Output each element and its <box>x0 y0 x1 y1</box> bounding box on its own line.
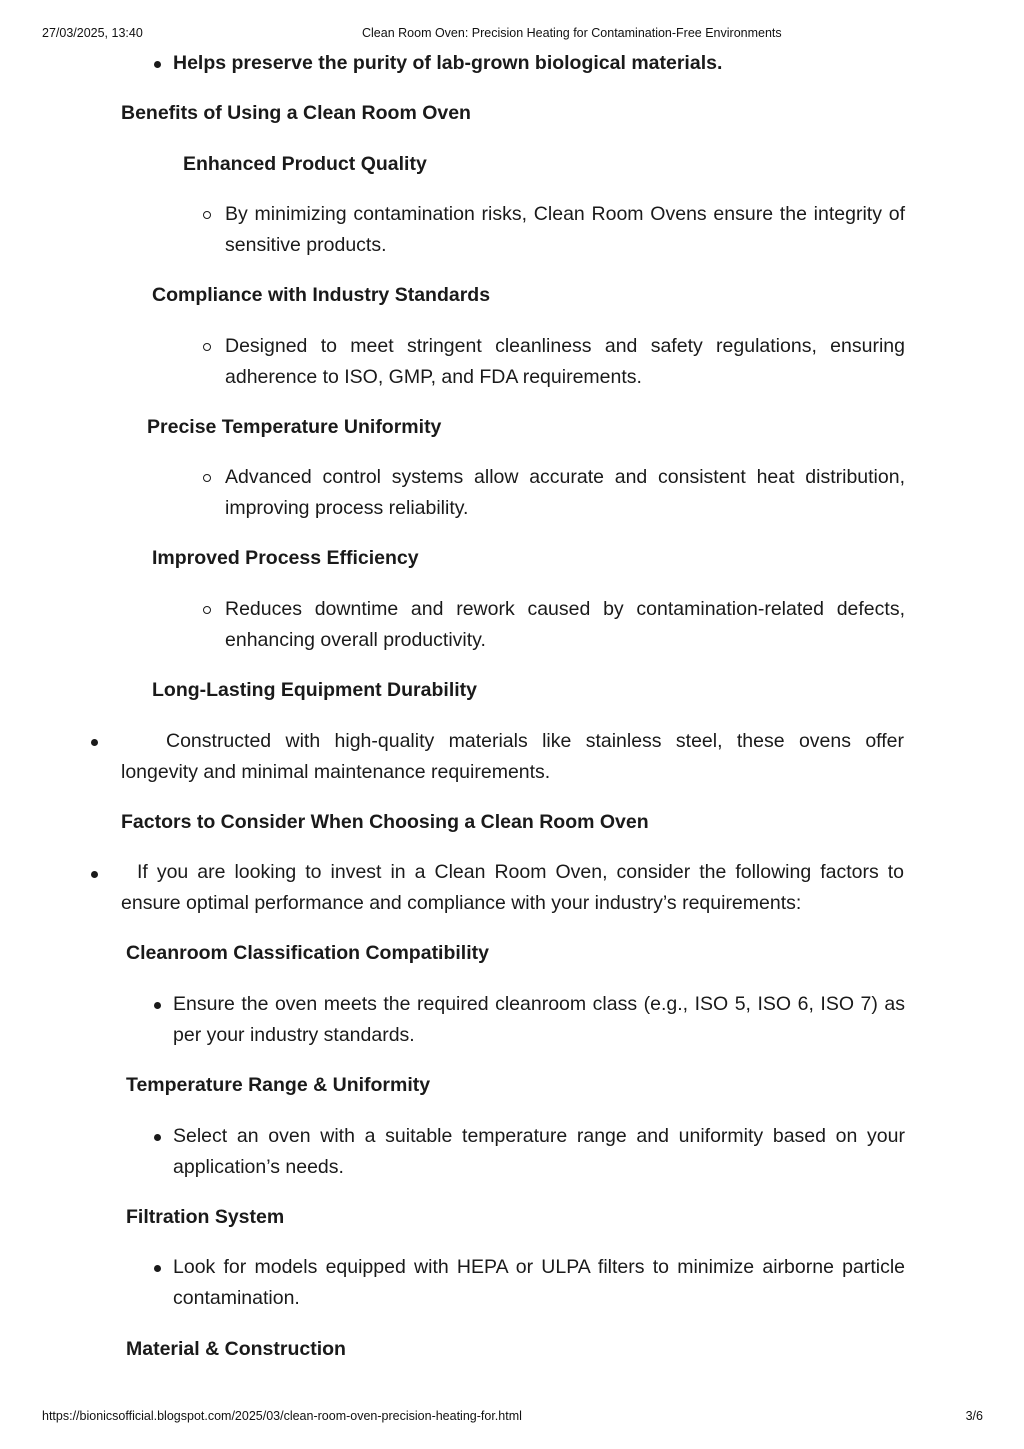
print-datetime: 27/03/2025, 13:40 <box>42 26 143 40</box>
print-footer <box>0 1409 1024 1427</box>
print-header <box>0 26 1024 44</box>
bullet-disc-icon <box>154 61 161 68</box>
print-page-title: Clean Room Oven: Precision Heating for Contamination-Free Environments <box>362 26 782 40</box>
page-number: 3/6 <box>965 1409 983 1423</box>
factor-text: Look for models equipped with HEPA or ULPA filters to minimize airborne particle contamination. <box>173 1252 905 1314</box>
factor-text: Select an oven with a suitable temperature range and uniformity based on your application’s needs. <box>173 1121 905 1183</box>
benefit-text: Advanced control systems allow accurate and consistent heat distribution, improving process reliability. <box>225 462 905 524</box>
benefit-text: Reduces downtime and rework caused by contamination-related defects, enhancing overall productivity. <box>225 594 905 656</box>
benefits-heading: Benefits of Using a Clean Room Oven <box>121 102 471 124</box>
factor-title: Material & Construction <box>126 1338 346 1360</box>
factor-text: Ensure the oven meets the required cleanroom class (e.g., ISO 5, ISO 6, ISO 7) as per your industry standards. <box>173 989 905 1051</box>
intro-bullet <box>173 48 873 79</box>
benefit-title: Enhanced Product Quality <box>183 153 427 175</box>
benefit-title: Long-Lasting Equipment Durability <box>152 679 477 701</box>
bullet-circle-icon <box>203 343 211 351</box>
bullet-disc-icon <box>154 1002 161 1009</box>
benefit-title: Improved Process Efficiency <box>152 547 419 569</box>
bullet-disc-icon <box>154 1134 161 1141</box>
intro-bullet-text: Helps preserve the purity of lab-grown biological materials. <box>173 52 723 74</box>
benefit-title: Compliance with Industry Standards <box>152 284 491 306</box>
benefit-text: Designed to meet stringent cleanliness and safety regulations, ensuring adherence to ISO, GMP, and FDA requirements. <box>225 331 905 393</box>
page-url-link[interactable]: https://bionicsofficial.blogspot.com/2025/03/clean-room-oven-precision-heating-for.html <box>42 1409 522 1423</box>
bullet-circle-icon <box>203 606 211 614</box>
benefit-title: Precise Temperature Uniformity <box>147 416 442 438</box>
bullet-circle-icon <box>203 474 211 482</box>
factor-title: Cleanroom Classification Compatibility <box>126 942 489 964</box>
bullet-circle-icon <box>203 211 211 219</box>
factors-heading: Factors to Consider When Choosing a Clean Room Oven <box>121 811 649 833</box>
factors-intro: If you are looking to invest in a Clean Room Oven, consider the following factors to ensure optimal performance and compliance with your industry’s requirements: <box>121 861 904 914</box>
bullet-disc-icon <box>91 739 98 746</box>
factor-title: Filtration System <box>126 1206 285 1228</box>
bullet-disc-icon <box>91 871 98 878</box>
factor-title: Temperature Range & Uniformity <box>126 1074 431 1096</box>
benefit-text: Constructed with high-quality materials like stainless steel, these ovens offer longevity and minimal maintenance requirements. <box>121 730 904 783</box>
benefit-text: By minimizing contamination risks, Clean Room Ovens ensure the integrity of sensitive products. <box>225 199 905 261</box>
bullet-disc-icon <box>154 1265 161 1272</box>
